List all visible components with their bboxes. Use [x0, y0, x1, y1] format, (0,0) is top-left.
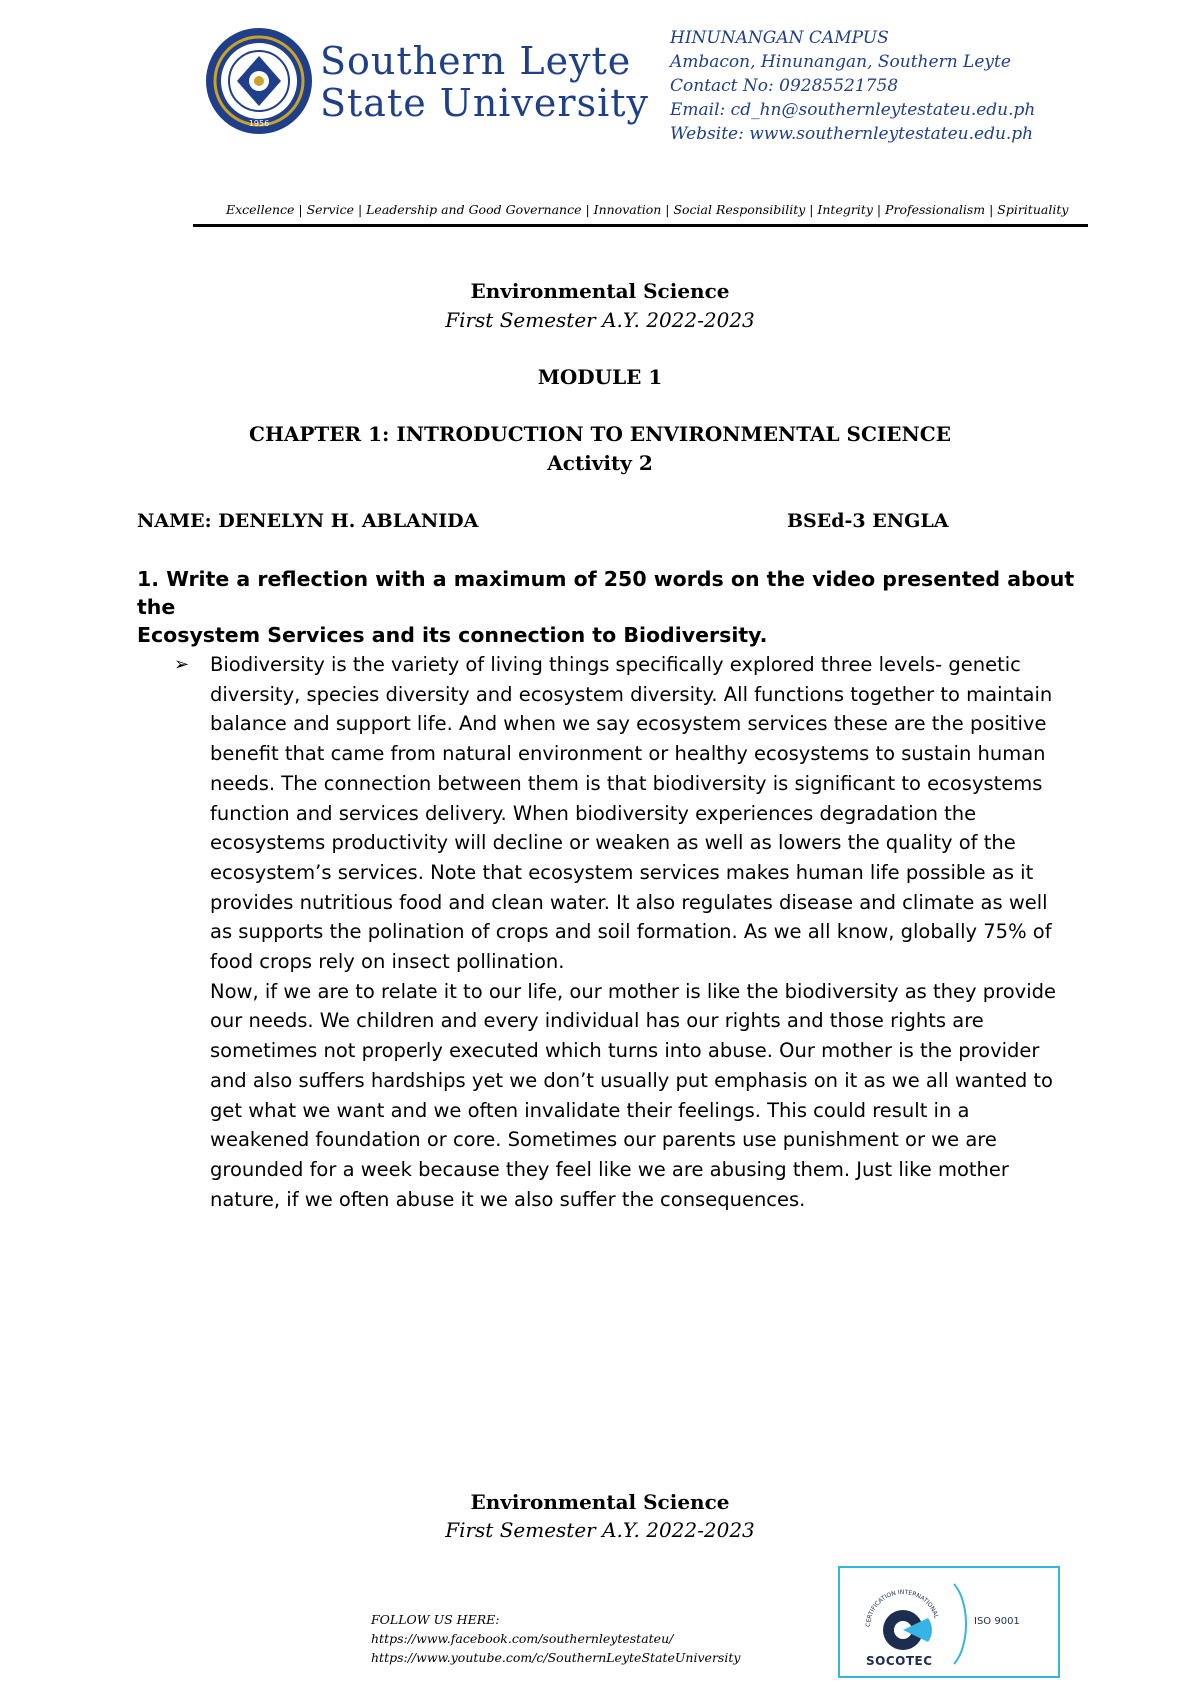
certification-badge	[838, 1566, 1060, 1678]
letterhead	[190, 22, 1090, 162]
answer-line: and also suffers hardships yet we don’t usually put emphasis on it as we all wanted to	[210, 1068, 1053, 1092]
campus-info	[670, 26, 1035, 146]
answer-line: weakened foundation or core. Sometimes our parents use punishment or we are	[210, 1128, 997, 1152]
student-info	[137, 510, 947, 532]
answer-line: Now, if we are to relate it to our life, our mother is like the biodiversity as they provide	[210, 979, 1056, 1003]
arrow-bullet-icon: ➢	[174, 654, 190, 675]
module-label: MODULE 1	[537, 365, 663, 389]
semester-label: First Semester A.Y. 2022-2023	[445, 308, 755, 332]
follow-links	[371, 1610, 740, 1667]
cert-name: SOCOTEC	[866, 1654, 933, 1668]
answer-line: ecosystems productivity will decline or weaken as well as lowers the quality of the	[210, 831, 1016, 855]
header-divider	[193, 224, 1088, 227]
answer-line: function and services delivery. When biodiversity experiences degradation the	[210, 801, 977, 825]
answer-line: Biodiversity is the variety of living things specifically explored three levels- genetic	[210, 653, 1021, 676]
cert-arc-text: CERTIFICATION INTERNATIONAL	[864, 1588, 940, 1628]
course-title: Environmental Science	[470, 279, 730, 303]
university-name-line1: Southern Leyte	[320, 39, 632, 83]
seal-year: 1956	[248, 119, 270, 128]
answer-line: nature, if we often abuse it we also suffer the consequences.	[210, 1187, 806, 1211]
answer-line: grounded for a week because they feel like we are abusing them. Just like mother	[210, 1157, 1009, 1181]
chapter-title: CHAPTER 1: INTRODUCTION TO ENVIRONMENTAL SCIENCE	[249, 422, 951, 446]
question-line: Ecosystem Services and its connection to Biodiversity.	[137, 623, 768, 647]
answer-line: sometimes not properly executed which turns into abuse. Our mother is the provider	[210, 1039, 1040, 1063]
answer-line: benefit that came from natural environment or healthy ecosystems to sustain human	[210, 742, 1046, 766]
university-seal-icon	[204, 26, 314, 136]
answer-line: as supports the polination of crops and soil formation. As we all know, globally 75% of	[210, 920, 1052, 944]
footer-semester: First Semester A.Y. 2022-2023	[445, 1518, 755, 1542]
facebook-link[interactable]: https://www.facebook.com/southernleytestateu/	[371, 1631, 674, 1646]
answer-text	[210, 650, 1070, 1214]
campus-name: HINUNANGAN CAMPUS	[670, 28, 889, 48]
campus-address: Ambacon, Hinunangan, Southern Leyte	[670, 52, 1011, 72]
student-name: NAME: DENELYN H. ABLANIDA	[137, 510, 479, 532]
answer-line: food crops rely on insect pollination.	[210, 950, 565, 974]
answer-block	[174, 650, 1074, 1214]
question-line: 1. Write a reflection with a maximum of 250 words on the video presented about	[137, 567, 1075, 591]
answer-line: provides nutritious food and clean water. It also regulates disease and climate as well	[210, 890, 1048, 914]
cert-iso: ISO 9001	[974, 1616, 1020, 1627]
answer-line: diversity, species diversity and ecosystem diversity. All functions together to maintain	[210, 682, 1053, 706]
answer-line: get what we want and we often invalidate their feelings. This could result in a	[210, 1098, 970, 1122]
university-name-line2: State University	[320, 81, 649, 125]
campus-website: Website: www.southernleytestateu.edu.ph	[670, 124, 1034, 144]
answer-line: our needs. We children and every individual has our rights and those rights are	[210, 1009, 984, 1033]
answer-line: ecosystem’s services. Note that ecosystem services makes human life possible as it	[210, 860, 1034, 884]
core-values: Excellence | Service | Leadership and Good Governance | Innovation | Social Responsibility | Integrity | Professionalism | Spirituality	[226, 202, 1069, 217]
answer-line: needs. The connection between them is that biodiversity is significant to ecosystems	[210, 771, 1043, 795]
campus-contact: Contact No: 09285521758	[670, 76, 899, 96]
student-section: BSEd-3 ENGLA	[787, 510, 949, 532]
question	[137, 565, 1075, 649]
activity-label: Activity 2	[547, 451, 653, 475]
follow-label: FOLLOW US HERE:	[371, 1612, 500, 1627]
question-line: the	[137, 595, 176, 619]
university-name	[320, 40, 649, 124]
answer-line: balance and support life. And when we say ecosystem services these are the positive	[210, 712, 1047, 736]
footer-course-title: Environmental Science	[470, 1490, 730, 1514]
campus-email: Email: cd_hn@southernleytestateu.edu.ph	[670, 100, 1036, 120]
youtube-link[interactable]: https://www.youtube.com/c/SouthernLeyteStateUniversity	[371, 1650, 741, 1665]
